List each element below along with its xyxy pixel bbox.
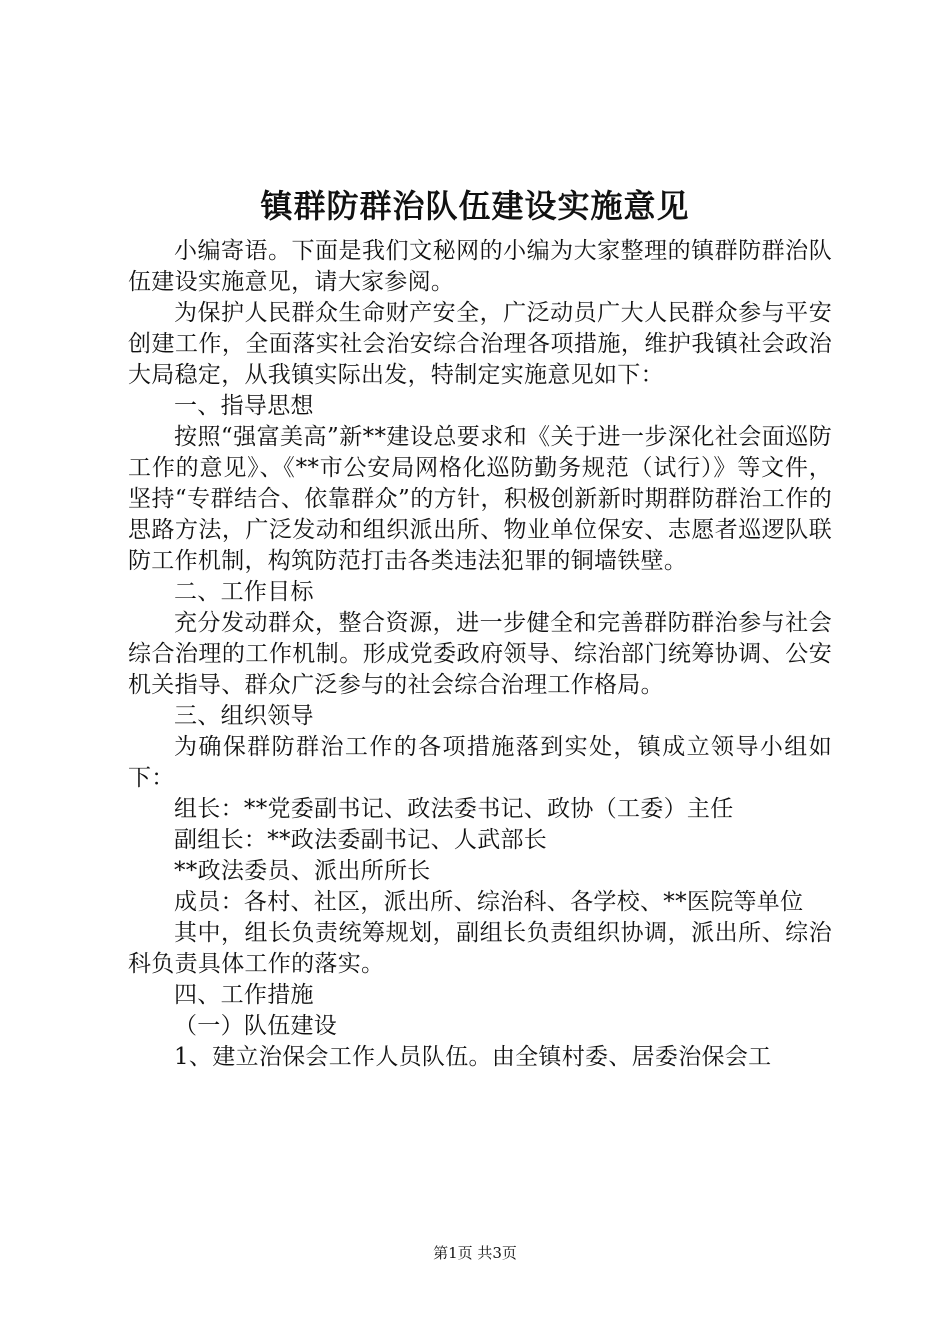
paragraph-members: 成员：各村、社区，派出所、综治科、各学校、**医院等单位 — [174, 889, 804, 915]
section-heading-work-goal: 二、工作目标 — [174, 579, 314, 605]
paragraph-purpose: 为保护人民群众生命财产安全，广泛动员广大人民群众参与平安创建工作，全面落实社会治安综合治理各项措施，维护我镇社会政治大局稳定，从我镇实际出发，特制定实施意见如下： — [128, 300, 832, 388]
paragraph-work-goal: 充分发动群众，整合资源，进一步健全和完善群防群治参与社会综合治理的工作机制。形成党委政府领导、综治部门统筹协调、公安机关指导、群众广泛参与的社会综合治理工作格局。 — [128, 610, 832, 698]
paragraph-organization: 为确保群防群治工作的各项措施落到实处，镇成立领导小组如下： — [128, 734, 832, 791]
document-title: 镇群防群治队伍建设实施意见 — [260, 187, 690, 225]
subsection-heading-team-building: （一）队伍建设 — [174, 1013, 338, 1039]
paragraph-intro: 小编寄语。下面是我们文秘网的小编为大家整理的镇群防群治队伍建设实施意见，请大家参阅。 — [128, 238, 832, 295]
paragraph-responsibilities: 其中，组长负责统筹规划，副组长负责组织协调，派出所、综治科负责具体工作的落实。 — [128, 920, 832, 977]
paragraph-leader: 组长：**党委副书记、政法委书记、政协（工委）主任 — [174, 796, 734, 822]
paragraph-guiding-thought: 按照“强富美高”新**建设总要求和《关于进一步深化社会面巡防工作的意见》、《**市公安局网格化巡防勤务规范（试行）》等文件，坚持“专群结合、依靠群众”的方针，积极创新新时期群防群治工作的思路方法，广泛发动和组织派出所、物业单位保安、志愿者巡逻队联防工作机制，构筑防范打击各类违法犯罪的铜墙铁壁。 — [128, 424, 832, 574]
paragraph-team-building-1: 1、建立治保会工作人员队伍。由全镇村委、居委治保会工 — [174, 1044, 772, 1070]
paragraph-deputy-leader-2: **政法委员、派出所所长 — [174, 858, 431, 884]
document-body — [128, 236, 832, 1073]
section-heading-measures: 四、工作措施 — [174, 982, 314, 1008]
section-heading-guiding-thought: 一、指导思想 — [174, 393, 314, 419]
section-heading-organization: 三、组织领导 — [174, 703, 314, 729]
page-footer: 第1页 共3页 — [433, 1244, 517, 1262]
paragraph-deputy-leader: 副组长：**政法委副书记、人武部长 — [174, 827, 548, 853]
